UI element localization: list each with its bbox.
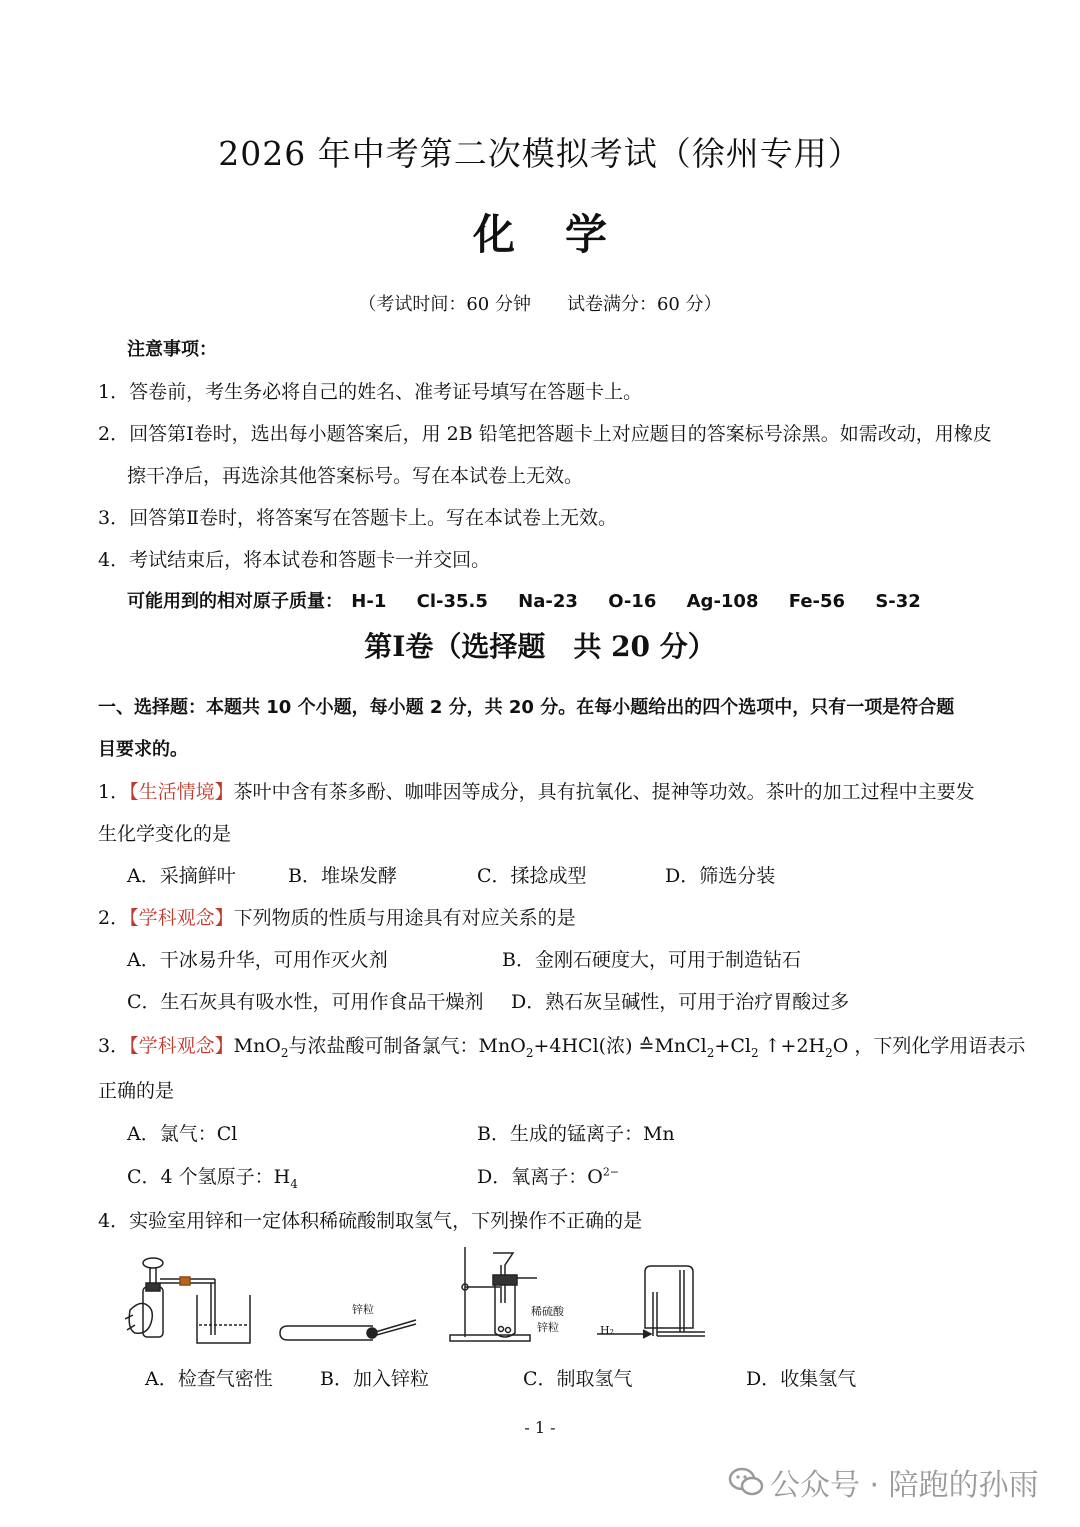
q4-option-c: C．制取氢气 xyxy=(523,1368,633,1390)
section-instruction-1: 一、选择题：本题共 10 个小题，每小题 2 分，共 20 分。在每小题给出的四个选项中，只有一项是符合题 xyxy=(98,697,955,718)
q1-option-a: A．采摘鲜叶 xyxy=(127,865,236,887)
figure-b-adding-zinc xyxy=(278,1300,423,1350)
q3-eq-e: O ，下列化学用语表示 xyxy=(832,1035,1026,1057)
q3-text-2: 正确的是 xyxy=(98,1080,175,1102)
page-number: - 1 - xyxy=(524,1418,556,1437)
q3-eq-a: MnO xyxy=(478,1035,526,1057)
q3-option-c xyxy=(127,1162,298,1191)
q3-sub-5: 2 xyxy=(825,1045,833,1060)
q2-text: 下列物质的性质与用途具有对应关系的是 xyxy=(233,907,576,929)
q1-tag: 【生活情境】 xyxy=(129,781,234,803)
q3-option-c-text: C．4 个氢原子：H xyxy=(127,1166,291,1188)
atomic-mass-row xyxy=(127,587,921,613)
q1-option-b: B．堆垛发酵 xyxy=(288,865,397,887)
mass-o: O-16 xyxy=(608,591,657,612)
q3-text-1: 与浓盐酸可制备氯气： xyxy=(288,1035,479,1057)
q3-eq-c: +Cl xyxy=(714,1035,751,1057)
q3-option-a: A．氯气：Cl xyxy=(127,1123,238,1145)
note-item-3: 3．回答第Ⅱ卷时，将答案写在答题卡上。写在本试卷上无效。 xyxy=(98,507,618,529)
mass-s: S-32 xyxy=(875,591,921,612)
q3-option-c-sub: 4 xyxy=(290,1176,298,1191)
q1-text-1: 茶叶中含有茶多酚、咖啡因等成分，具有抗氧化、提神等功效。茶叶的加工过程中主要发 xyxy=(233,781,975,803)
figure-d-label: H₂ xyxy=(600,1324,615,1337)
mass-h: H-1 xyxy=(351,591,387,612)
q2-tag: 【学科观念】 xyxy=(129,907,234,929)
q3-option-d xyxy=(477,1162,619,1189)
question-2 xyxy=(98,903,576,930)
q3-option-d-text: D．氧离子：O xyxy=(477,1166,603,1188)
watermark xyxy=(728,1460,1039,1504)
question-3 xyxy=(98,1031,1025,1060)
section-instruction-2: 目要求的。 xyxy=(98,739,188,760)
q3-tag: 【学科观念】 xyxy=(129,1035,234,1057)
wechat-icon xyxy=(728,1467,764,1497)
q4-option-b: B．加入锌粒 xyxy=(320,1368,429,1390)
q3-mno2: MnO xyxy=(233,1035,281,1057)
q4-option-a: A．检查气密性 xyxy=(145,1368,273,1390)
figure-a-airtightness xyxy=(125,1255,260,1350)
q3-sub-2: 2 xyxy=(525,1045,534,1060)
note-item-2-cont: 擦干净后，再选涂其他答案标号。写在本试卷上无效。 xyxy=(127,465,584,487)
q1-option-d: D．筛选分装 xyxy=(665,865,776,887)
q2-option-c: C．生石灰具有吸水性，可用作食品干燥剂 xyxy=(127,991,484,1013)
figure-b-label: 锌粒 xyxy=(352,1303,374,1316)
subject-title: 化学 xyxy=(472,210,657,259)
q3-eq-b: +4HCl(浓) ≙MnCl xyxy=(533,1035,707,1057)
q3-option-d-sup: 2− xyxy=(602,1165,620,1179)
mass-fe: Fe-56 xyxy=(788,591,846,612)
q1-option-c: C．揉捻成型 xyxy=(477,865,587,887)
mass-cl: Cl-35.5 xyxy=(416,591,488,612)
question-1 xyxy=(98,777,975,804)
question-4: 4．实验室用锌和一定体积稀硫酸制取氢气，下列操作不正确的是 xyxy=(98,1210,643,1232)
q1-text-2: 生化学变化的是 xyxy=(98,823,232,845)
q2-option-a: A．干冰易升华，可用作灭火剂 xyxy=(127,949,388,971)
q3-sub-1: 2 xyxy=(280,1045,289,1060)
note-item-2: 2．回答第Ⅰ卷时，选出每小题答案后，用 2B 铅笔把答题卡上对应题目的答案标号涂黑。如需改动，用橡皮 xyxy=(98,423,992,445)
q3-sub-4: 2 xyxy=(750,1045,759,1060)
q2-option-d: D．熟石灰呈碱性，可用于治疗胃酸过多 xyxy=(511,991,850,1013)
q3-eq-d: ↑+2H xyxy=(758,1035,826,1057)
exam-title: 2026 年中考第二次模拟考试（徐州专用） xyxy=(218,134,862,173)
note-item-4: 4．考试结束后，将本试卷和答题卡一并交回。 xyxy=(98,549,491,571)
note-item-1: 1．答卷前，考生务必将自己的姓名、准考证号填写在答题卡上。 xyxy=(98,381,643,403)
section-title: 第Ⅰ卷（选择题 共 20 分） xyxy=(364,630,716,663)
mass-na: Na-23 xyxy=(518,591,578,612)
atomic-mass-label: 可能用到的相对原子质量： xyxy=(127,591,343,612)
q1-number: 1． xyxy=(98,781,130,803)
q3-sub-3: 2 xyxy=(706,1045,715,1060)
q3-number: 3． xyxy=(98,1035,130,1057)
exam-info: （考试时间：60 分钟 试卷满分：60 分） xyxy=(358,294,722,315)
q4-option-d: D．收集氢气 xyxy=(746,1368,857,1390)
figure-c-label-1: 稀硫酸 xyxy=(531,1305,564,1318)
watermark-text: 公众号 · 陪跑的孙雨 xyxy=(770,1468,1039,1503)
q3-option-b: B．生成的锰离子：Mn xyxy=(477,1123,675,1145)
mass-ag: Ag-108 xyxy=(686,591,759,612)
q2-number: 2． xyxy=(98,907,130,929)
q2-option-b: B．金刚石硬度大，可用于制造钻石 xyxy=(502,949,801,971)
notes-heading: 注意事项： xyxy=(127,339,217,360)
figure-c-label-2: 锌粒 xyxy=(537,1321,559,1334)
